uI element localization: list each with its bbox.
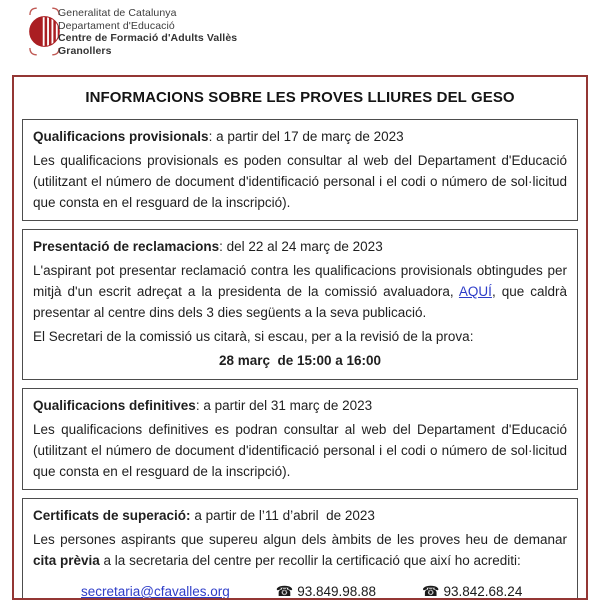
section-body: Les qualificacions provisionals es poden consultar al web del Departament d'Educació (utilitzant el número de document d'identificació personal i el codi o número de sol·licitud que consta en el resguard de la inscripció). bbox=[33, 153, 567, 210]
section-heading-term: Qualificacions provisionals bbox=[33, 129, 209, 144]
aqui-link[interactable]: AQUÍ bbox=[458, 284, 492, 299]
section-heading-date: : del 22 al 24 març de 2023 bbox=[219, 239, 383, 254]
notice-frame bbox=[12, 75, 588, 600]
section-heading-date: : a partir del 31 març de 2023 bbox=[195, 398, 373, 413]
secretari-note: El Secretari de la comissió us citarà, si escau, per a la revisió de la prova: bbox=[33, 329, 474, 344]
page-title: INFORMACIONS SOBRE LES PROVES LLIURES DEL GESO bbox=[85, 89, 515, 106]
phone-icon: ☎ bbox=[422, 583, 440, 599]
department-name: Departament d'Educació bbox=[58, 19, 175, 32]
phone-number-1 bbox=[276, 581, 376, 600]
section-body: Les qualificacions definitives es podran consultar al web del Departament d'Educació (utilitzant el número de document d'identificació personal i el codi o número de sol·licitud que consta en el resguard de la inscripció). bbox=[33, 422, 567, 479]
letterhead-text bbox=[58, 7, 237, 57]
section-heading bbox=[33, 505, 567, 526]
section-heading-term: Qualificacions definitives bbox=[33, 398, 196, 413]
section-body bbox=[33, 260, 567, 323]
phone-icon: ☎ bbox=[275, 583, 294, 599]
center-city: Granollers bbox=[58, 44, 112, 57]
center-name: Centre de Formació d'Adults Vallès bbox=[58, 32, 238, 45]
reclamacio-text-before: L'aspirant pot presentar reclamació contra les qualificacions provisionals obtingudes per mitjà d'un escrit adreçat a la presidenta de la comissió avaluadora, bbox=[33, 263, 567, 299]
generalitat-de-catalunya-logo bbox=[28, 6, 61, 57]
contact-row bbox=[81, 581, 567, 600]
phone-number-1-value: 93.849.98.88 bbox=[297, 584, 377, 599]
section-heading-date: : a partir del 17 de març de 2023 bbox=[208, 129, 404, 144]
section-certificats-superacio bbox=[22, 498, 578, 600]
section-presentacio-reclamacions bbox=[22, 229, 578, 380]
phone-number-2-value: 93.842.68.24 bbox=[443, 584, 523, 599]
org-name: Generalitat de Catalunya bbox=[58, 7, 177, 19]
section-qualificacions-definitives bbox=[22, 388, 578, 490]
section-qualificacions-provisionals bbox=[22, 119, 578, 221]
section-heading-term: Certificats de superació: bbox=[33, 508, 191, 523]
certificats-text-before: Les persones aspirants que supereu algun dels àmbits de les proves heu de demanar bbox=[33, 532, 567, 547]
cita-previa-emphasis: cita prèvia bbox=[33, 553, 100, 568]
phone-number-2 bbox=[422, 581, 522, 600]
revision-datetime: 28 març de 15:00 a 16:00 bbox=[218, 353, 382, 368]
section-heading bbox=[33, 395, 567, 416]
section-heading-term: Presentació de reclamacions bbox=[33, 239, 220, 254]
certificats-text-after: a la secretaria del centre per recollir la certificació que així ho acrediti: bbox=[99, 553, 521, 568]
email-link[interactable]: secretaria@cfavalles.org bbox=[81, 584, 230, 599]
section-body bbox=[33, 529, 567, 571]
reclamacio-text-after: , que caldrà presentar al centre dins dels 3 dies següents a la seva publicació. bbox=[33, 284, 568, 320]
section-heading bbox=[33, 126, 567, 147]
section-heading-date: a partir de l’11 d’abril de 2023 bbox=[190, 508, 375, 523]
section-heading bbox=[33, 236, 567, 257]
letterhead bbox=[0, 0, 600, 72]
